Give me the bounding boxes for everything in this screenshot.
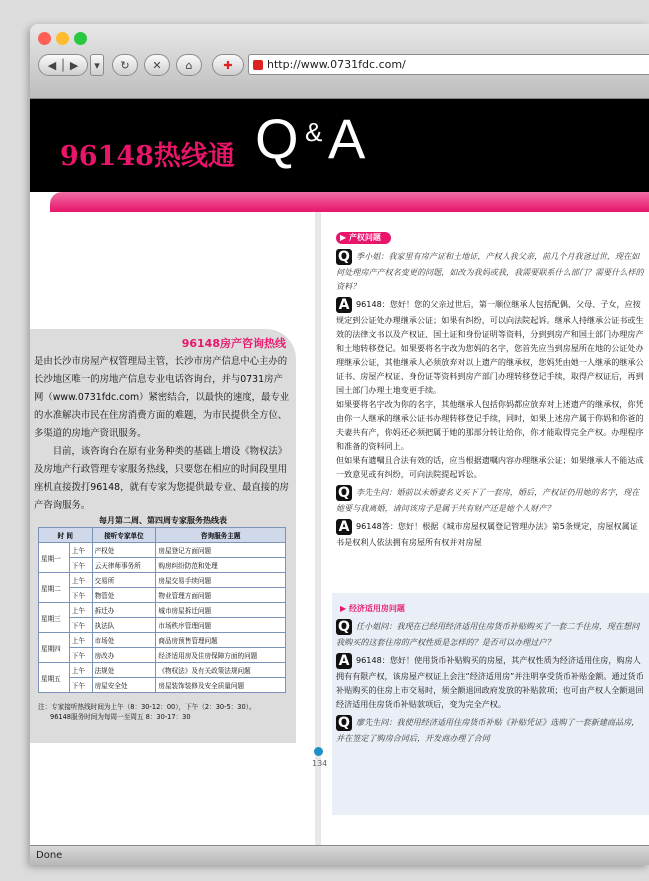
unit-cell: 执法队 — [92, 618, 156, 633]
a-badge-icon: A — [336, 519, 352, 535]
answer-1-text: 96148：您好！您的父亲过世后，第一顺位继承人包括配偶、父母、子女，应按规定到公证处办理继承公证；如果有纠纷，可以向法院起诉。继承人持继承公证书或生效的法律文书以及产权证、国土证和身份证明等资料，分到到房产和国土部门办理房产和土地转移登记。如果要将名字改为您妈的名字，您首先应当到房屋所在地的公证处办理继承公证，其他继承人必须放弃对以上遗产的继承权，您妈凭由她一人继承的继承公证书、房屋产权证、身份证等资料到房产部门办理转移登记手续，取得产权证后，再到国土部门办理土地变更手续。 — [336, 299, 644, 395]
page-marker-icon — [314, 747, 323, 756]
site-favicon-icon — [253, 60, 263, 70]
topic-cell: 《物权法》及有关政策法规问题 — [156, 663, 286, 678]
page-content — [30, 99, 649, 846]
zoom-window-button[interactable] — [74, 32, 87, 45]
unit-cell: 云天律师事务所 — [92, 558, 156, 573]
col-header-time: 时 间 — [39, 528, 93, 543]
a-badge-icon: A — [336, 653, 352, 669]
answer-3-text: 96148：您好！使用货币补贴购买的房屋，其产权性质为经济适用住房，购房人拥有有限产权，该房屋产权证上会注“经济适用房”并注明享受货币补贴金额。通过货币补贴购买的住房上市交易时，须全额退回政府发放的补贴款项；也可由产权人全额退回经济适用住房货币补贴款项后，变为完全产权。 — [336, 655, 644, 709]
answer-1b-text: 如果要将名字改为你的名字，其他继承人包括你妈都应放弃对上述遗产的继承权，你凭由你一人继承的继承公证书办理转移登记手续，同时，如果上述房产属于你妈和你爸的夫妻共有产，你妈还必须把属于她的那部分转让给你，你才能取得完全产权。办理程序和准备的资料同上。 — [336, 399, 644, 451]
topic-cell: 房屋装饰装修及安全质量问题 — [156, 678, 286, 693]
table-row — [39, 663, 286, 678]
unit-cell: 拆迁办 — [92, 603, 156, 618]
topic-cell: 房屋登记方面问题 — [156, 543, 286, 558]
half-cell: 上午 — [69, 573, 92, 588]
status-text: Done — [36, 850, 63, 861]
day-cell: 星期二 — [39, 573, 70, 603]
half-cell: 下午 — [69, 678, 92, 693]
schedule-title: 每月第二周、第四周专家服务热线表 — [99, 516, 227, 525]
unit-cell: 市场处 — [92, 633, 156, 648]
question-1-text: 季小姐：我家里有房产证和土地证，产权人我父亲，前几个月我爸过世，现在如何处理房产产权名变更的问题，如改为我妈或我，我需要联系什么部门？需要什么样的资料？ — [336, 251, 644, 291]
unit-cell: 产权处 — [92, 543, 156, 558]
topic-cell: 购房纠纷防范和处理 — [156, 558, 286, 573]
half-cell: 上午 — [69, 663, 92, 678]
q-badge-icon: Q — [336, 249, 352, 265]
question-2-text: 李先生问：婚前以未婚妻名义买下了一套房，婚后，产权证仍用她的名字，现在她要与我离婚，请问该房子是属于共有财产还是她个人财产？ — [336, 487, 640, 513]
qa-block-2 — [336, 619, 644, 745]
url-text: http://www.0731fdc.com/ — [267, 58, 406, 71]
schedule-table — [38, 527, 286, 693]
table-row — [39, 573, 286, 588]
url-bar[interactable] — [248, 54, 649, 75]
minimize-window-button[interactable] — [56, 32, 69, 45]
unit-cell: 法规处 — [92, 663, 156, 678]
half-cell: 上午 — [69, 633, 92, 648]
unit-cell: 物管处 — [92, 588, 156, 603]
answer-1 — [336, 297, 644, 397]
play-icon: ▶ — [340, 604, 349, 613]
day-cell: 星期四 — [39, 633, 70, 663]
hero-title: 96148热线通 — [60, 141, 235, 172]
qa-block-1 — [336, 249, 644, 549]
q-badge-icon: Q — [336, 619, 352, 635]
topic-cell: 房屋交易手续问题 — [156, 573, 286, 588]
half-cell: 上午 — [69, 603, 92, 618]
question-4 — [336, 715, 644, 745]
half-cell: 下午 — [69, 618, 92, 633]
half-cell: 下午 — [69, 558, 92, 573]
table-row — [39, 648, 286, 663]
schedule-note-2: 96148服务时间为每周一至周五 8：30-17：30 — [50, 713, 191, 721]
question-4-text: 廖先生问：我使用经济适用住房货币补贴《补贴凭证》选购了一套新建商品房，并在签定了购房合同后，开发商办理了合同 — [336, 717, 640, 743]
table-row — [39, 618, 286, 633]
history-dropdown-icon[interactable]: ▾ — [90, 54, 104, 76]
half-cell: 上午 — [69, 543, 92, 558]
page-number: 134 — [312, 759, 328, 768]
q-badge-icon: Q — [336, 485, 352, 501]
reload-icon[interactable]: ↻ — [112, 54, 138, 76]
pink-banner — [50, 192, 649, 212]
browser-window — [30, 24, 649, 865]
forward-arrow-icon[interactable]: ▶ — [69, 58, 79, 72]
hotline-panel — [30, 329, 296, 743]
hero-amp: & — [305, 117, 323, 147]
answer-1c-text: 但如果有遗嘱且合法有效的话，应当根据遗嘱内容办理继承公证；如果继承人不能达成一致意见或有纠纷，可向法院提起诉讼。 — [336, 455, 644, 479]
topic-cell: 市场秩序管理问题 — [156, 618, 286, 633]
section-title-affordable: 经济适用房问题 — [348, 604, 405, 613]
table-row — [39, 558, 286, 573]
day-cell: 星期五 — [39, 663, 70, 693]
hero-a: A — [328, 107, 366, 170]
col-header-unit: 接听专家单位 — [92, 528, 156, 543]
unit-cell: 交易所 — [92, 573, 156, 588]
home-icon[interactable]: ⌂ — [176, 54, 202, 76]
toolbar — [30, 24, 649, 99]
unit-cell: 房改办 — [92, 648, 156, 663]
bookmark-icon[interactable]: ✚ — [212, 54, 244, 76]
half-cell: 下午 — [69, 648, 92, 663]
question-3 — [336, 619, 644, 649]
section-title-property: 产权问题 — [348, 233, 381, 242]
play-icon: ▶ — [340, 233, 349, 242]
section-header-property — [336, 232, 391, 244]
unit-cell: 房屋安全处 — [92, 678, 156, 693]
col-header-topic: 咨询服务主题 — [156, 528, 286, 543]
answer-3 — [336, 653, 644, 711]
table-header-row — [39, 528, 286, 543]
question-1 — [336, 249, 644, 293]
table-row — [39, 588, 286, 603]
question-2 — [336, 485, 644, 515]
day-cell: 星期三 — [39, 603, 70, 633]
hotline-text — [34, 353, 290, 515]
hero-q: Q — [255, 107, 299, 170]
table-row — [39, 603, 286, 618]
answer-2 — [336, 519, 644, 549]
schedule-note — [38, 702, 293, 722]
topic-cell: 物业管理方面问题 — [156, 588, 286, 603]
section-header-affordable — [336, 603, 415, 615]
question-3-text: 任小姐问：我现在已经用经济适用住房货币补贴购买了一套二手住房，现在想问我购买的这套住房的产权性质是怎样的？是否可以办理过户？ — [336, 621, 640, 647]
table-row — [39, 633, 286, 648]
schedule-note-1: 注：专家接听热线时间为上午（8：30-12：00），下午（2：30-5：30）。 — [38, 703, 256, 711]
half-cell: 下午 — [69, 588, 92, 603]
hotline-para-1: 是由长沙市房屋产权管理局主管，长沙市房产信息中心主办的长沙地区唯一的房地产信息专业电话咨询台，并与0731房产网（www.0731fdc.com）紧密结合，以最快的速度，最专业的水准解决市民在住房消费方面的难题，为市民提供全方位、多渠道的房地产资讯服务。 — [34, 356, 290, 439]
answer-2-text: 96148答：您好！根据《城市房屋权属登记管理办法》第5条规定，房屋权属证书是权利人依法拥有房屋所有权并对房屋 — [336, 521, 638, 547]
hotline-heading: 96148房产咨询热线 — [181, 337, 286, 350]
close-window-button[interactable] — [38, 32, 51, 45]
topic-cell: 商品房预售管理问题 — [156, 633, 286, 648]
topic-cell: 经济适用房及住房保障方面的问题 — [156, 648, 286, 663]
status-bar — [30, 845, 649, 865]
a-badge-icon: A — [336, 297, 352, 313]
back-forward-buttons[interactable]: ◀ │ ▶ — [38, 54, 88, 76]
back-arrow-icon[interactable]: ◀ — [47, 58, 57, 72]
hotline-para-2: 目前，该咨询台在原有业务种类的基础上增设《物权法》及房地产行政管理专家服务热线，只要您在相应的时间段里用座机直接拨打96148，就有专家为您提供最专业、最直接的房产咨询服务。 — [34, 446, 289, 511]
table-row — [39, 543, 286, 558]
magazine-header — [30, 99, 649, 192]
table-row — [39, 678, 286, 693]
day-cell: 星期一 — [39, 543, 70, 573]
q-badge-icon: Q — [336, 715, 352, 731]
topic-cell: 城市房屋拆迁问题 — [156, 603, 286, 618]
stop-icon[interactable]: ✕ — [144, 54, 170, 76]
